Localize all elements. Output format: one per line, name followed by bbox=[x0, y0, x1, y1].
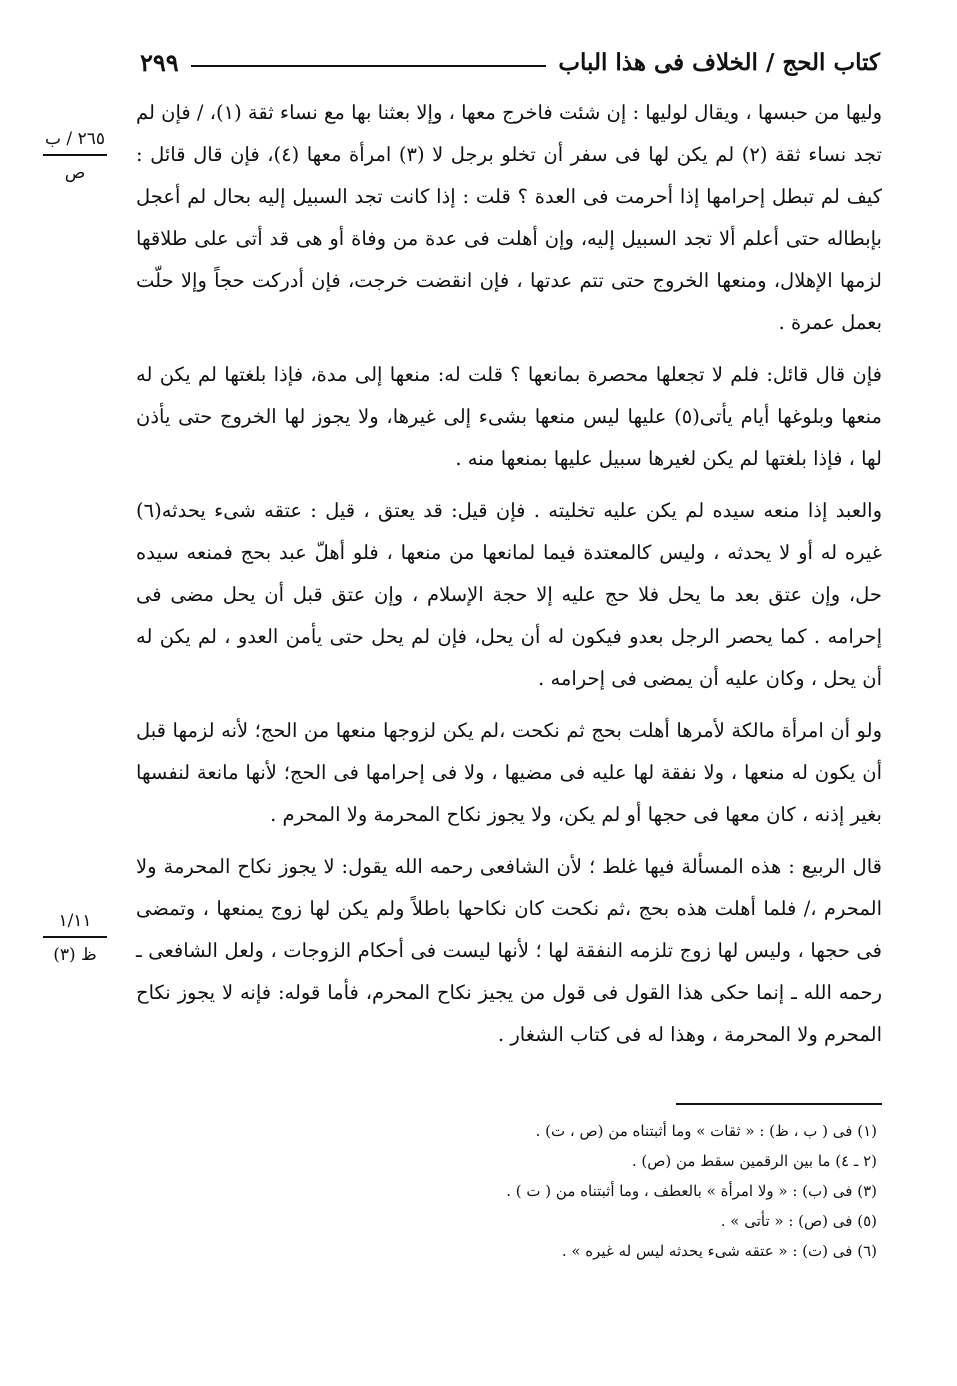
page-number: ٢٩٩ bbox=[140, 47, 179, 77]
margin-note-bottom: ص bbox=[64, 163, 86, 183]
margin-note-top: ٢٦٥ / ب bbox=[45, 129, 105, 149]
margin-note-top: ١/١١ bbox=[58, 911, 92, 931]
margin-note-manuscript-ref bbox=[40, 128, 110, 184]
header-rule bbox=[191, 65, 547, 67]
paragraph: فإن قال قائل: فلم لا تجعلها محصرة بمانعها ؟ قلت له: منعها إلى مدة، فإذا بلغتها لم يكن له منعها وبلوغها أيام يأتى(٥) عليها ليس منعها بشىء إلى غيرها، ولا يجوز لها الخروج حتى يأذن لها ، فإذا بلغتها لم يكن لغيرها سبيل عليها بمنعها منه . bbox=[136, 363, 882, 470]
main-text bbox=[136, 92, 882, 1056]
paragraph: والعبد إذا منعه سيده لم يكن عليه تخليته . فإن قيل: قد يعتق ، قيل : عتقه شىء يحدثه(٦) غيره له أو لا يحدثه ، وليس كالمعتدة فيما لمانعها من منعها ، فلو أهلّ عبد بحج فمنعه سيده حل، وإن عتق بعد ما يحل فلا حج عليه إلا حجة الإسلام ، وإن عتق قبل أن يحل مضى فى إحرامه . كما يحصر الرجل بعدو فيكون له أن يحل، فإن لم يحل حتى يأمن العدو ، لم يكن له أن يحل ، وكان عليه أن يمضى فى إحرامه . bbox=[136, 499, 882, 690]
paragraph: ولو أن امرأة مالكة لأمرها أهلت بحج ثم نكحت ،لم يكن لزوجها منعها من الحج؛ لأنه لزمها قبل أن يكون له منعها ، ولا نفقة لها عليه فى مضيها ، ولا فى إحرامها فى الحج؛ لأنها مانعة لنفسها بغير إذنه ، كان معها فى حجها أو لم يكن، ولا يجوز نكاح المحرمة ولا المحرم . bbox=[136, 719, 882, 826]
paragraph: وليها من حبسها ، ويقال لوليها : إن شئت فاخرج معها ، وإلا بعثنا بها مع نساء ثقة (١)، / فإن لم تجد نساء ثقة (٢) لم يكن لها فى سفر أن تخلو برجل لا (٣) امرأة معها (٤)، فإن قال قائل : كيف لم تبطل إحرامها إذا أحرمت فى العدة ؟ قلت : إذا كانت تجد السبيل إليه بحال لم أعجل بإبطاله حتى أعلم ألا تجد السبيل إليه، وإن أهلت فى عدة من وفاة أو هى قد أتى على طلاقها لزمها الإهلال، ومنعها الخروج حتى تتم عدتها ، فإن انقضت خرجت، فإن أدركت حجاً وإلا حلّت بعمل عمرة . bbox=[136, 101, 882, 334]
footnotes bbox=[177, 1116, 877, 1266]
paragraph: قال الربيع : هذه المسألة فيها غلط ؛ لأن الشافعى رحمه الله يقول: لا يجوز نكاح المحرمة ولا المحرم ،/ فلما أهلت هذه بحج ،ثم نكحت كان نكاحها باطلاً ولم يكن لها زوج يمنعها ، وتمضى فى حجها ، وليس لها زوج تلزمه النفقة لها ؛ لأنها ليست فى أحكام الزوجات ، ولعل الشافعى ـ رحمه الله ـ إنما حكى هذا القول فى قول من يجيز نكاح المحرم، فأما قوله: فإنه لا يجوز نكاح المحرم ولا المحرمة ، وهذا له فى كتاب الشغار . bbox=[136, 855, 882, 1046]
margin-note-bottom: ظ (٣) bbox=[53, 945, 97, 965]
margin-note-manuscript-ref bbox=[40, 910, 110, 966]
footnote: (٣) فى (ب) : « ولا امرأة » بالعطف ، وما أثبتناه من ( ت ) . bbox=[506, 1182, 877, 1200]
footnote: (١) فى ( ب ، ظ) : « ثقات » وما أثبتناه من (ص ، ت) . bbox=[535, 1122, 877, 1140]
footnote: (٢ ـ ٤) ما بين الرقمين سقط من (ص) . bbox=[631, 1152, 877, 1170]
margin-note-rule bbox=[43, 154, 107, 156]
footnote-separator bbox=[676, 1103, 882, 1105]
footnote: (٦) فى (ت) : « عتقه شىء يحدثه ليس له غيره » . bbox=[561, 1242, 877, 1260]
margin-note-rule bbox=[43, 936, 107, 938]
footnote: (٥) فى (ص) : « تأتى » . bbox=[720, 1212, 877, 1230]
header-title: كتاب الحج / الخلاف فى هذا الباب bbox=[558, 48, 880, 76]
running-header bbox=[140, 42, 880, 82]
